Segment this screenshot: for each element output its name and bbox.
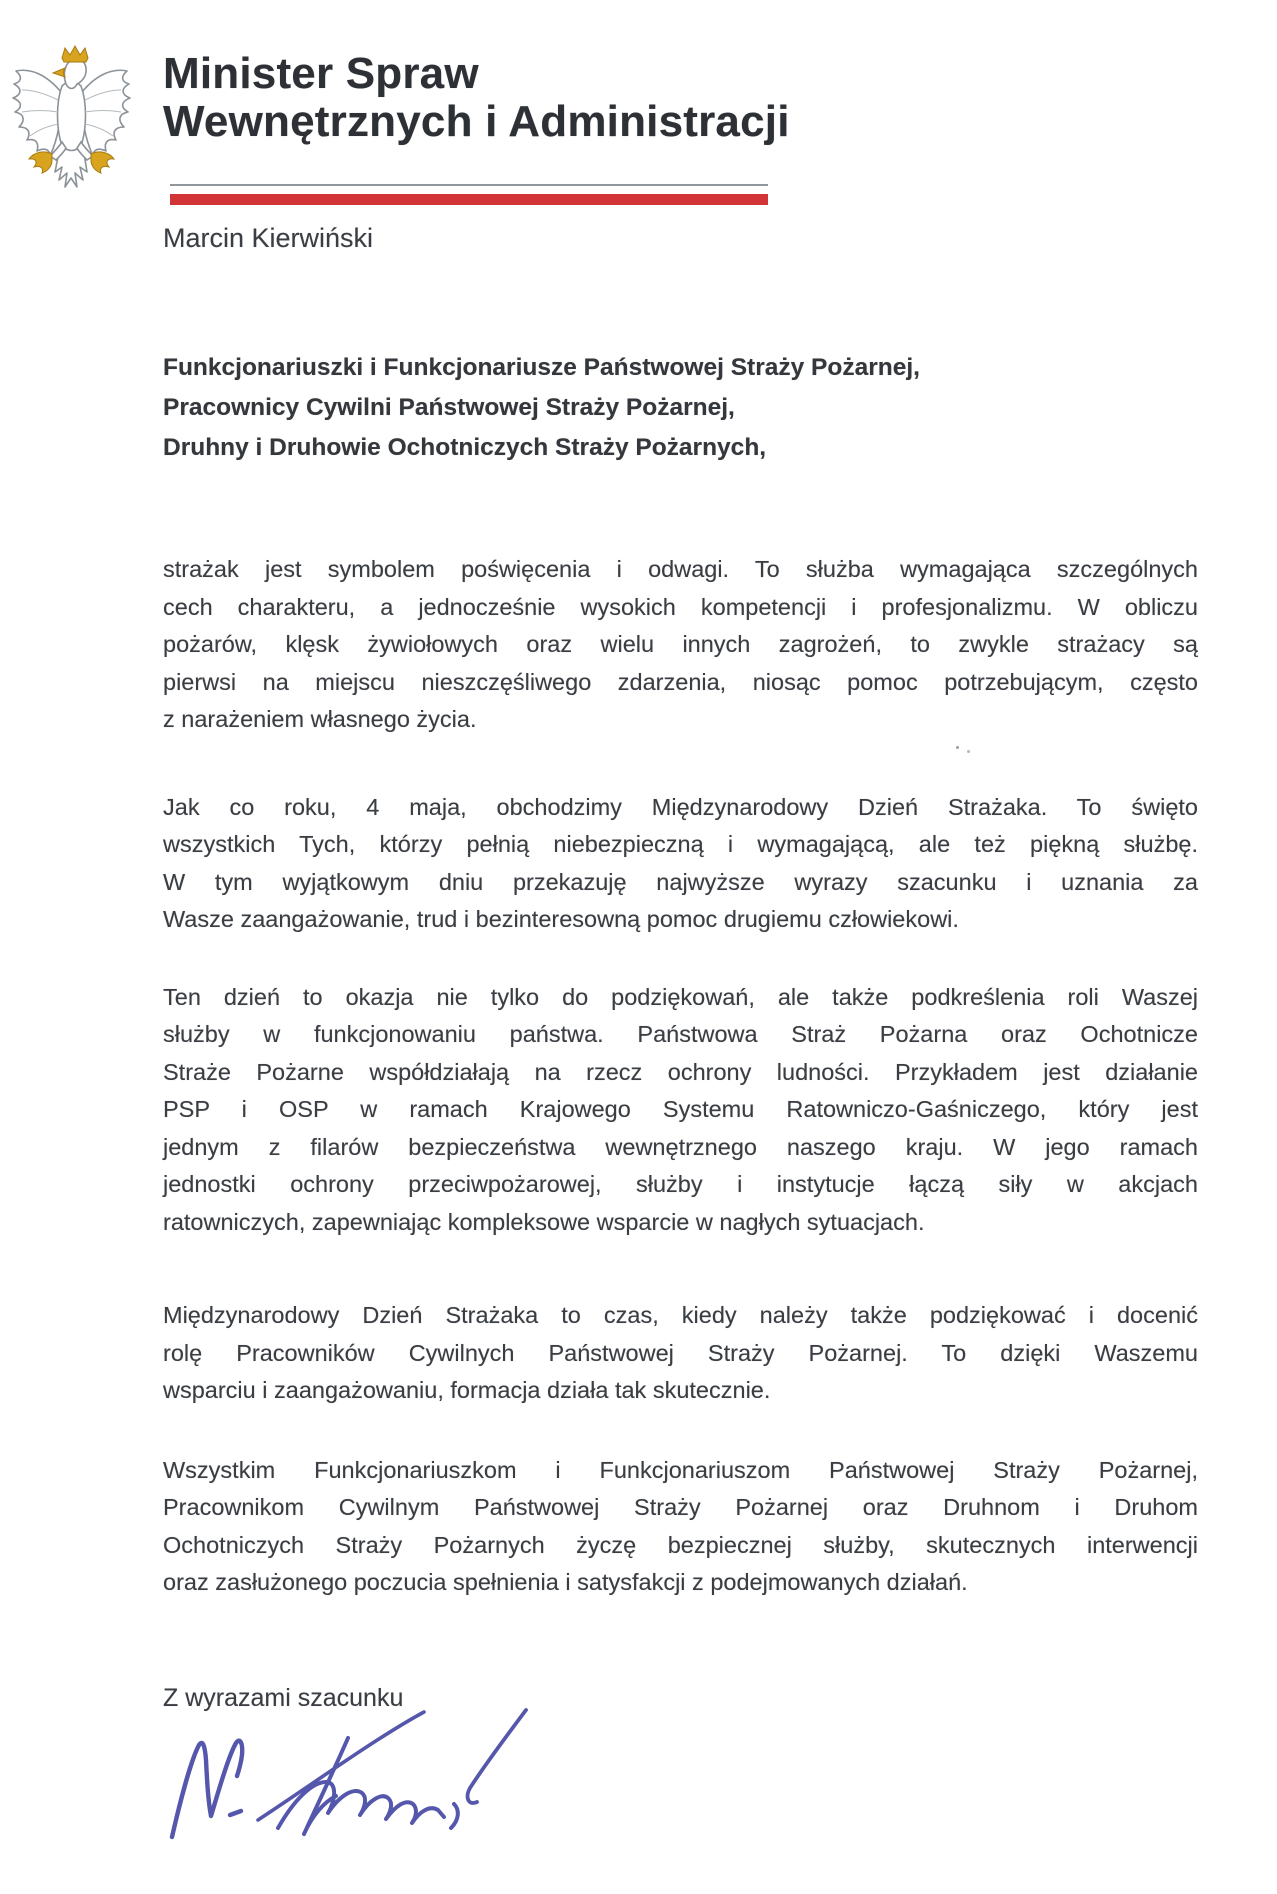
body-line: Międzynarodowy Dzień Strażaka to czas, kiedy należy także podziękować i docenić — [163, 1302, 1198, 1328]
ministry-title — [163, 50, 790, 146]
salutation-line: Druhny i Druhowie Ochotniczych Straży Pożarnych, — [163, 434, 767, 461]
body-line: wsparciu i zaangażowaniu, formacja działa tak skutecznie. — [163, 1377, 771, 1403]
paragraph-5 — [163, 1452, 1198, 1602]
scan-artifact-dots — [956, 746, 959, 749]
flag-white-stripe — [170, 184, 768, 186]
body-line: z narażeniem własnego życia. — [163, 706, 477, 732]
flag-red-stripe — [170, 194, 768, 205]
body-line: strażak jest symbolem poświęcenia i odwagi. To służba wymagająca szczególnych — [163, 556, 1198, 582]
closing-line: Z wyrazami szacunku — [163, 1683, 404, 1712]
ministry-title-line1: Minister Spraw — [163, 49, 479, 98]
ministry-title-line2: Wewnętrznych i Administracji — [163, 97, 790, 146]
body-line: PSP i OSP w ramach Krajowego Systemu Ratowniczo-Gaśniczego, który jest — [163, 1096, 1198, 1122]
body-line: pierwsi na miejscu nieszczęśliwego zdarzenia, niosąc pomoc potrzebującym, często — [163, 668, 1198, 695]
body-line: Wasze zaangażowanie, trud i bezinteresowną pomoc drugiemu człowiekowi. — [163, 906, 959, 932]
body-line: rolę Pracowników Cywilnych Państwowej Straży Pożarnej. To dzięki Waszemu — [163, 1339, 1198, 1366]
body-line: pożarów, klęsk żywiołowych oraz wielu innych zagrożeń, to zwykle strażacy są — [163, 631, 1198, 657]
body-line: Ten dzień to okazja nie tylko do podziękowań, ale także podkreślenia roli Waszej — [163, 983, 1198, 1010]
salutation-line: Funkcjonariuszki i Funkcjonariusze Państwowej Straży Pożarnej, — [163, 354, 920, 381]
body-line: oraz zasłużonego poczucia spełnienia i satysfakcji z podejmowanych działań. — [163, 1569, 968, 1595]
flag-divider — [170, 184, 768, 205]
body-line: W tym wyjątkowym dniu przekazuję najwyższe wyrazy szacunku i uznania za — [163, 868, 1198, 895]
body-line: Jak co roku, 4 maja, obchodzimy Międzynarodowy Dzień Strażaka. To święto — [163, 793, 1198, 820]
body-line: jednostki ochrony przeciwpożarowej, służby i instytucje łączą siły w akcjach — [163, 1171, 1198, 1197]
paragraph-4 — [163, 1297, 1198, 1410]
body-line: Pracownikom Cywilnym Państwowej Straży Pożarnej oraz Druhnom i Druhom — [163, 1494, 1198, 1520]
body-line: Wszystkim Funkcjonariuszkom i Funkcjonariuszom Państwowej Straży Pożarnej, — [163, 1456, 1198, 1483]
body-line: Ochotniczych Straży Pożarnych życzę bezpiecznej służby, skutecznych interwencji — [163, 1531, 1198, 1558]
minister-name: Marcin Kierwiński — [163, 223, 374, 253]
body-line: cech charakteru, a jednocześnie wysokich kompetencji i profesjonalizmu. W obliczu — [163, 593, 1198, 620]
letter-body — [163, 348, 1198, 1713]
body-line: wszystkich Tych, którzy pełnią niebezpieczną i wymagającą, ale też piękną służbę. — [163, 831, 1198, 857]
handwritten-signature — [160, 1700, 540, 1850]
coat-of-arms-eagle-icon — [6, 44, 136, 202]
paragraph-2 — [163, 789, 1198, 939]
salutation-block — [163, 348, 1198, 468]
paragraph-1 — [163, 551, 1198, 739]
body-line: ratowniczych, zapewniając kompleksowe wsparcie w nagłych sytuacjach. — [163, 1208, 925, 1235]
body-line: Straże Pożarne współdziałają na rzecz ochrony ludności. Przykładem jest działanie — [163, 1058, 1198, 1085]
body-line: jednym z filarów bezpieczeństwa wewnętrznego naszego kraju. W jego ramach — [163, 1133, 1198, 1160]
paragraph-3 — [163, 979, 1198, 1242]
salutation-line: Pracownicy Cywilni Państwowej Straży Pożarnej, — [163, 394, 735, 421]
body-line: służby w funkcjonowaniu państwa. Państwowa Straż Pożarna oraz Ochotnicze — [163, 1021, 1198, 1047]
